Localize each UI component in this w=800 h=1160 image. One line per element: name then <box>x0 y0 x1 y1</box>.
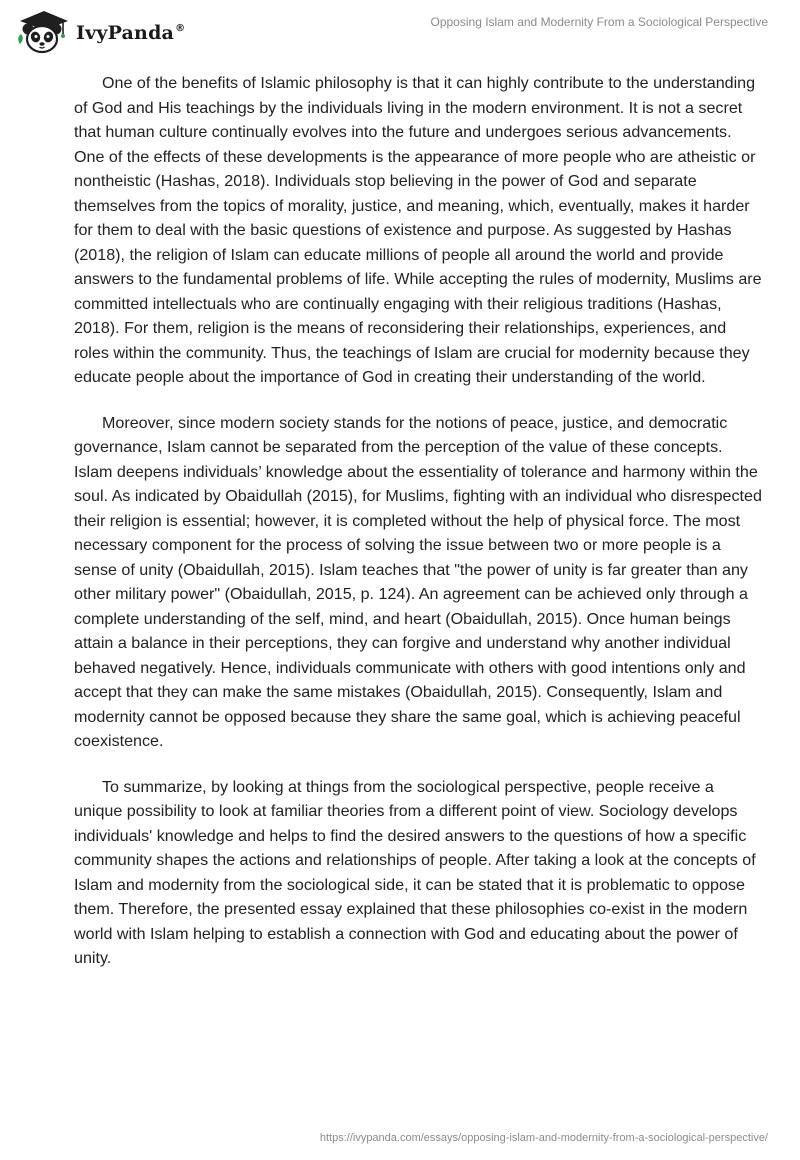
paragraph-3: To summarize, by looking at things from the sociological perspective, people receive a unique possibility to look at familiar theories from a different point of view. Sociology develops individuals' knowledge and helps to find the desired answers to the questions of how a specific community shapes the actions and relationships of people. After taking a look at the concepts of Islam and modernity from the sociological side, it can be stated that it is problematic to oppose them. Therefore, the presented essay explained that these philosophies co-exist in the modern world with Islam helping to establish a connection with God and educating about the power of unity. <box>74 777 756 967</box>
paragraph-2: Moreover, since modern society stands for the notions of peace, justice, and democratic governance, Islam cannot be separated from the perception of the value of these concepts. Islam deepens individuals’ knowledge about the essentiality of tolerance and harmony within the soul. As indicated by Obaidullah (2015), for Muslims, fighting with an individual who disrespected their religion is essential; however, it is completed without the help of physical force. The most necessary component for the process of solving the issue between two or more people is a sense of unity (Obaidullah, 2015). Islam teaches that "the power of unity is far greater than any other military power" (Obaidullah, 2015, p. 124). An agreement can be achieved only through a complete understanding of the self, mind, and heart (Obaidullah, 2015). Once human beings attain a balance in their perceptions, they can forgive and understand why another individual behaved negatively. Hence, individuals communicate with others with good intentions only and accept that they can make the same mistakes (Obaidullah, 2015). Consequently, Islam and modernity cannot be opposed because they share the same goal, which is achieving peaceful coexistence. <box>74 413 762 750</box>
panda-graduation-cap-icon <box>14 8 70 56</box>
ivypanda-logo[interactable] <box>14 8 185 56</box>
page-header <box>0 0 800 60</box>
essay-body <box>74 71 764 992</box>
document-title: Opposing Islam and Modernity From a Sociological Perspective <box>430 15 768 29</box>
paragraph-1: One of the benefits of Islamic philosophy is that it can highly contribute to the understanding of God and His teachings by the individuals living in the modern environment. It is not a secret that human culture continually evolves into the future and undergoes serious advancements. One of the effects of these developments is the appearance of more people who are atheistic or nontheistic (Hashas, 2018). Individuals stop believing in the power of God and separate themselves from the topics of morality, justice, and meaning, which, eventually, makes it harder for them to deal with the basic questions of existence and purpose. As suggested by Hashas (2018), the religion of Islam can educate millions of people all around the world and provide answers to the fundamental problems of life. While accepting the rules of modernity, Muslims are committed intellectuals who are continually engaging with their religious traditions (Hashas, 2018). For them, religion is the means of reconsidering their relationships, experiences, and roles within the community. Thus, the teachings of Islam are crucial for modernity because they educate people about the importance of God in creating their understanding of the world. <box>74 74 762 386</box>
brand-name: IvyPanda® <box>76 22 186 44</box>
source-url[interactable]: https://ivypanda.com/essays/opposing-islam-and-modernity-from-a-sociological-perspective/ <box>319 1132 768 1144</box>
registered-mark: ® <box>175 23 186 34</box>
